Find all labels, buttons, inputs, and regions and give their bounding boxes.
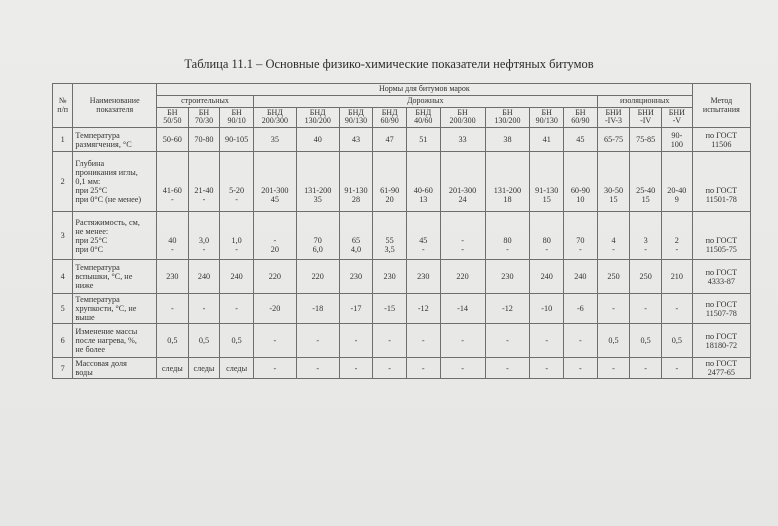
value-cell: 70 - — [564, 212, 598, 260]
value-cell: 90-105 — [220, 128, 254, 152]
value-cell: - - — [440, 212, 485, 260]
value-cell: 131-200 18 — [485, 152, 530, 212]
value-cell: -17 — [339, 294, 373, 324]
value-cell: 40 — [296, 128, 339, 152]
header-norms: Нормы для битумов марок — [157, 84, 693, 96]
value-cell: 65 4,0 — [339, 212, 373, 260]
value-cell: - — [485, 324, 530, 358]
value-cell: 38 — [485, 128, 530, 152]
parameter-name: Изменение массы после нагрева, %, не более — [73, 324, 157, 358]
row-number: 1 — [53, 128, 73, 152]
table-row — [53, 260, 751, 294]
value-cell: 91-130 28 — [339, 152, 373, 212]
value-cell: 210 — [661, 260, 692, 294]
value-cell: 230 — [485, 260, 530, 294]
value-cell: 220 — [296, 260, 339, 294]
value-cell: 201-300 24 — [440, 152, 485, 212]
table-row — [53, 152, 751, 212]
bitumen-properties-table — [52, 83, 751, 379]
value-cell: - — [339, 324, 373, 358]
value-cell: 0,5 — [661, 324, 692, 358]
test-method: по ГОСТ 11506 — [692, 128, 750, 152]
value-cell: 230 — [339, 260, 373, 294]
value-cell: -20 — [253, 294, 296, 324]
value-cell: 220 — [440, 260, 485, 294]
value-cell: 70-80 — [188, 128, 220, 152]
value-cell: 230 — [373, 260, 407, 294]
row-number: 3 — [53, 212, 73, 260]
parameter-name: Массовая доля воды — [73, 358, 157, 379]
parameter-name: Температура вспышки, °С, не ниже — [73, 260, 157, 294]
value-cell: 40 - — [157, 212, 189, 260]
grade-header: БНД 40/60 — [406, 107, 440, 128]
value-cell: - 20 — [253, 212, 296, 260]
value-cell: 220 — [253, 260, 296, 294]
grade-header: БНД 90/130 — [339, 107, 373, 128]
group-construction: строительных — [157, 95, 254, 107]
parameter-name: Температура хрупкости, °С, не выше — [73, 294, 157, 324]
grade-header: БН 90/10 — [220, 107, 254, 128]
parameter-name: Температура размягчения, °С — [73, 128, 157, 152]
table-row — [53, 358, 751, 379]
row-number: 6 — [53, 324, 73, 358]
value-cell: 91-130 15 — [530, 152, 564, 212]
grade-header: БНД 200/300 — [253, 107, 296, 128]
value-cell: - — [564, 358, 598, 379]
value-cell: 47 — [373, 128, 407, 152]
grade-header: БНД 130/200 — [296, 107, 339, 128]
value-cell: 65-75 — [597, 128, 630, 152]
value-cell: 230 — [406, 260, 440, 294]
value-cell: 240 — [564, 260, 598, 294]
value-cell: 43 — [339, 128, 373, 152]
table-row — [53, 294, 751, 324]
value-cell: - — [339, 358, 373, 379]
row-number: 5 — [53, 294, 73, 324]
value-cell: - — [253, 324, 296, 358]
value-cell: 35 — [253, 128, 296, 152]
value-cell: 90- 100 — [661, 128, 692, 152]
grade-header: БНД 60/90 — [373, 107, 407, 128]
value-cell: 3,0 - — [188, 212, 220, 260]
group-insulation: изоляционных — [597, 95, 692, 107]
header-name: Наименование показателя — [73, 84, 157, 128]
table-title: Таблица 11.1 – Основные физико-химические показатели нефтяных битумов — [184, 57, 594, 71]
grade-header: БН 60/90 — [564, 107, 598, 128]
value-cell: 0,5 — [630, 324, 662, 358]
value-cell: 4 - — [597, 212, 630, 260]
value-cell: - — [406, 358, 440, 379]
value-cell: 33 — [440, 128, 485, 152]
test-method: по ГОСТ 18180-72 — [692, 324, 750, 358]
value-cell: 250 — [630, 260, 662, 294]
value-cell: 240 — [220, 260, 254, 294]
value-cell: - — [630, 294, 662, 324]
value-cell: 240 — [530, 260, 564, 294]
group-road: Дорожных — [253, 95, 597, 107]
value-cell: -6 — [564, 294, 598, 324]
grade-header: БН 50/50 — [157, 107, 189, 128]
value-cell: следы — [220, 358, 254, 379]
value-cell: - — [661, 358, 692, 379]
value-cell: 0,5 — [220, 324, 254, 358]
row-number: 7 — [53, 358, 73, 379]
value-cell: 45 - — [406, 212, 440, 260]
value-cell: - — [406, 324, 440, 358]
value-cell: - — [373, 324, 407, 358]
value-cell: 21-40 - — [188, 152, 220, 212]
value-cell: - — [564, 324, 598, 358]
value-cell: 1,0 - — [220, 212, 254, 260]
value-cell: 3 - — [630, 212, 662, 260]
parameter-name: Глубина проникания иглы, 0,1 мм: при 25°С при 0°С (не менее) — [73, 152, 157, 212]
value-cell: - — [530, 324, 564, 358]
row-number: 2 — [53, 152, 73, 212]
value-cell: 70 6,0 — [296, 212, 339, 260]
value-cell: 80 - — [530, 212, 564, 260]
value-cell: -12 — [485, 294, 530, 324]
value-cell: 80 - — [485, 212, 530, 260]
value-cell: 0,5 — [597, 324, 630, 358]
value-cell: следы — [188, 358, 220, 379]
value-cell: - — [296, 358, 339, 379]
row-number: 4 — [53, 260, 73, 294]
value-cell: 25-40 15 — [630, 152, 662, 212]
parameter-name: Растяжимость, см, не менее: при 25°С при 0°С — [73, 212, 157, 260]
header-method: Метод испытания — [692, 84, 750, 128]
value-cell: 45 — [564, 128, 598, 152]
value-cell: - — [253, 358, 296, 379]
value-cell: 75-85 — [630, 128, 662, 152]
grade-header: БН 130/200 — [485, 107, 530, 128]
value-cell: -14 — [440, 294, 485, 324]
value-cell: - — [440, 358, 485, 379]
test-method: по ГОСТ 11507-78 — [692, 294, 750, 324]
grade-header: БН 200/300 — [440, 107, 485, 128]
value-cell: - — [440, 324, 485, 358]
value-cell: следы — [157, 358, 189, 379]
value-cell: -10 — [530, 294, 564, 324]
value-cell: 61-90 20 — [373, 152, 407, 212]
test-method: по ГОСТ 4333-87 — [692, 260, 750, 294]
value-cell: 60-90 10 — [564, 152, 598, 212]
value-cell: - — [373, 358, 407, 379]
value-cell: - — [220, 294, 254, 324]
value-cell: 55 3,5 — [373, 212, 407, 260]
value-cell: 51 — [406, 128, 440, 152]
test-method: по ГОСТ 11501-78 — [692, 152, 750, 212]
value-cell: - — [597, 358, 630, 379]
value-cell: 2 - — [661, 212, 692, 260]
value-cell: -15 — [373, 294, 407, 324]
value-cell: 50-60 — [157, 128, 189, 152]
value-cell: 40-60 13 — [406, 152, 440, 212]
test-method: по ГОСТ 11505-75 — [692, 212, 750, 260]
value-cell: - — [630, 358, 662, 379]
value-cell: -12 — [406, 294, 440, 324]
value-cell: - — [661, 294, 692, 324]
table-row — [53, 324, 751, 358]
value-cell: 230 — [157, 260, 189, 294]
value-cell: - — [485, 358, 530, 379]
value-cell: 250 — [597, 260, 630, 294]
value-cell: 20-40 9 — [661, 152, 692, 212]
value-cell: 41 — [530, 128, 564, 152]
value-cell: -18 — [296, 294, 339, 324]
table-row — [53, 212, 751, 260]
table-row — [53, 128, 751, 152]
grade-header: БНИ -IV — [630, 107, 662, 128]
value-cell: 5-20 - — [220, 152, 254, 212]
value-cell: 240 — [188, 260, 220, 294]
value-cell: - — [188, 294, 220, 324]
grade-header: БНИ -IV-3 — [597, 107, 630, 128]
grade-header: БН 70/30 — [188, 107, 220, 128]
value-cell: - — [597, 294, 630, 324]
grade-header: БН 90/130 — [530, 107, 564, 128]
value-cell: 131-200 35 — [296, 152, 339, 212]
value-cell: - — [530, 358, 564, 379]
value-cell: 0,5 — [157, 324, 189, 358]
test-method: по ГОСТ 2477-65 — [692, 358, 750, 379]
value-cell: - — [296, 324, 339, 358]
header-num: № п/п — [53, 84, 73, 128]
value-cell: 30-50 15 — [597, 152, 630, 212]
value-cell: 201-300 45 — [253, 152, 296, 212]
value-cell: 41-60 - — [157, 152, 189, 212]
grade-header: БНИ -V — [661, 107, 692, 128]
value-cell: - — [157, 294, 189, 324]
value-cell: 0,5 — [188, 324, 220, 358]
